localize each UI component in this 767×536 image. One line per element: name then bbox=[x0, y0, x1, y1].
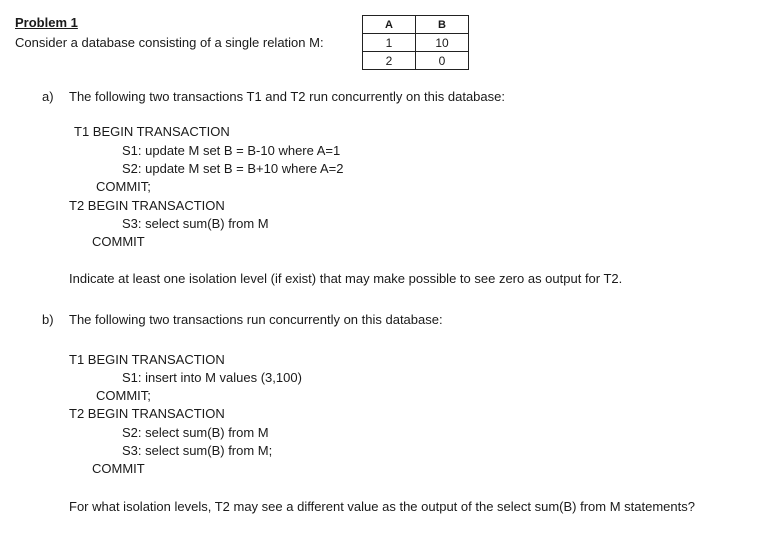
part-b-text: The following two transactions run concurrently on this database: bbox=[69, 312, 443, 327]
part-b-s2: S2: select sum(B) from M bbox=[122, 425, 269, 440]
part-b-t1-commit: COMMIT; bbox=[96, 388, 151, 403]
relation-header-a: A bbox=[363, 16, 416, 34]
relation-row bbox=[363, 52, 469, 70]
relation-cell: 2 bbox=[363, 52, 416, 70]
relation-row bbox=[363, 34, 469, 52]
part-b-marker: b) bbox=[42, 312, 54, 327]
relation-header-b: B bbox=[416, 16, 469, 34]
relation-cell: 0 bbox=[416, 52, 469, 70]
part-b-t2-begin: T2 BEGIN TRANSACTION bbox=[69, 406, 225, 421]
relation-cell: 1 bbox=[363, 34, 416, 52]
relation-table bbox=[362, 15, 469, 70]
relation-cell: 10 bbox=[416, 34, 469, 52]
part-b-s1: S1: insert into M values (3,100) bbox=[122, 370, 302, 385]
part-a-t2-commit: COMMIT bbox=[92, 234, 145, 249]
part-a-t1-begin: T1 BEGIN TRANSACTION bbox=[74, 124, 230, 139]
part-b-t2-commit: COMMIT bbox=[92, 461, 145, 476]
problem-title: Problem 1 bbox=[15, 15, 78, 30]
part-a-s2: S2: update M set B = B+10 where A=2 bbox=[122, 161, 344, 176]
part-a-t1-commit: COMMIT; bbox=[96, 179, 151, 194]
part-a-s1: S1: update M set B = B-10 where A=1 bbox=[122, 143, 341, 158]
part-b-s3: S3: select sum(B) from M; bbox=[122, 443, 273, 458]
part-a-s3: S3: select sum(B) from M bbox=[122, 216, 269, 231]
part-a-question: Indicate at least one isolation level (if exist) that may make possible to see zero as output for T2. bbox=[69, 271, 623, 286]
part-b-t1-begin: T1 BEGIN TRANSACTION bbox=[69, 352, 225, 367]
part-b-question: For what isolation levels, T2 may see a different value as the output of the select sum(B) from M statements? bbox=[69, 499, 695, 514]
part-a-t2-begin: T2 BEGIN TRANSACTION bbox=[69, 198, 225, 213]
problem-intro: Consider a database consisting of a single relation M: bbox=[15, 35, 324, 50]
relation-header-row bbox=[363, 16, 469, 34]
part-a-text: The following two transactions T1 and T2 run concurrently on this database: bbox=[69, 89, 505, 104]
part-a-marker: a) bbox=[42, 89, 54, 104]
